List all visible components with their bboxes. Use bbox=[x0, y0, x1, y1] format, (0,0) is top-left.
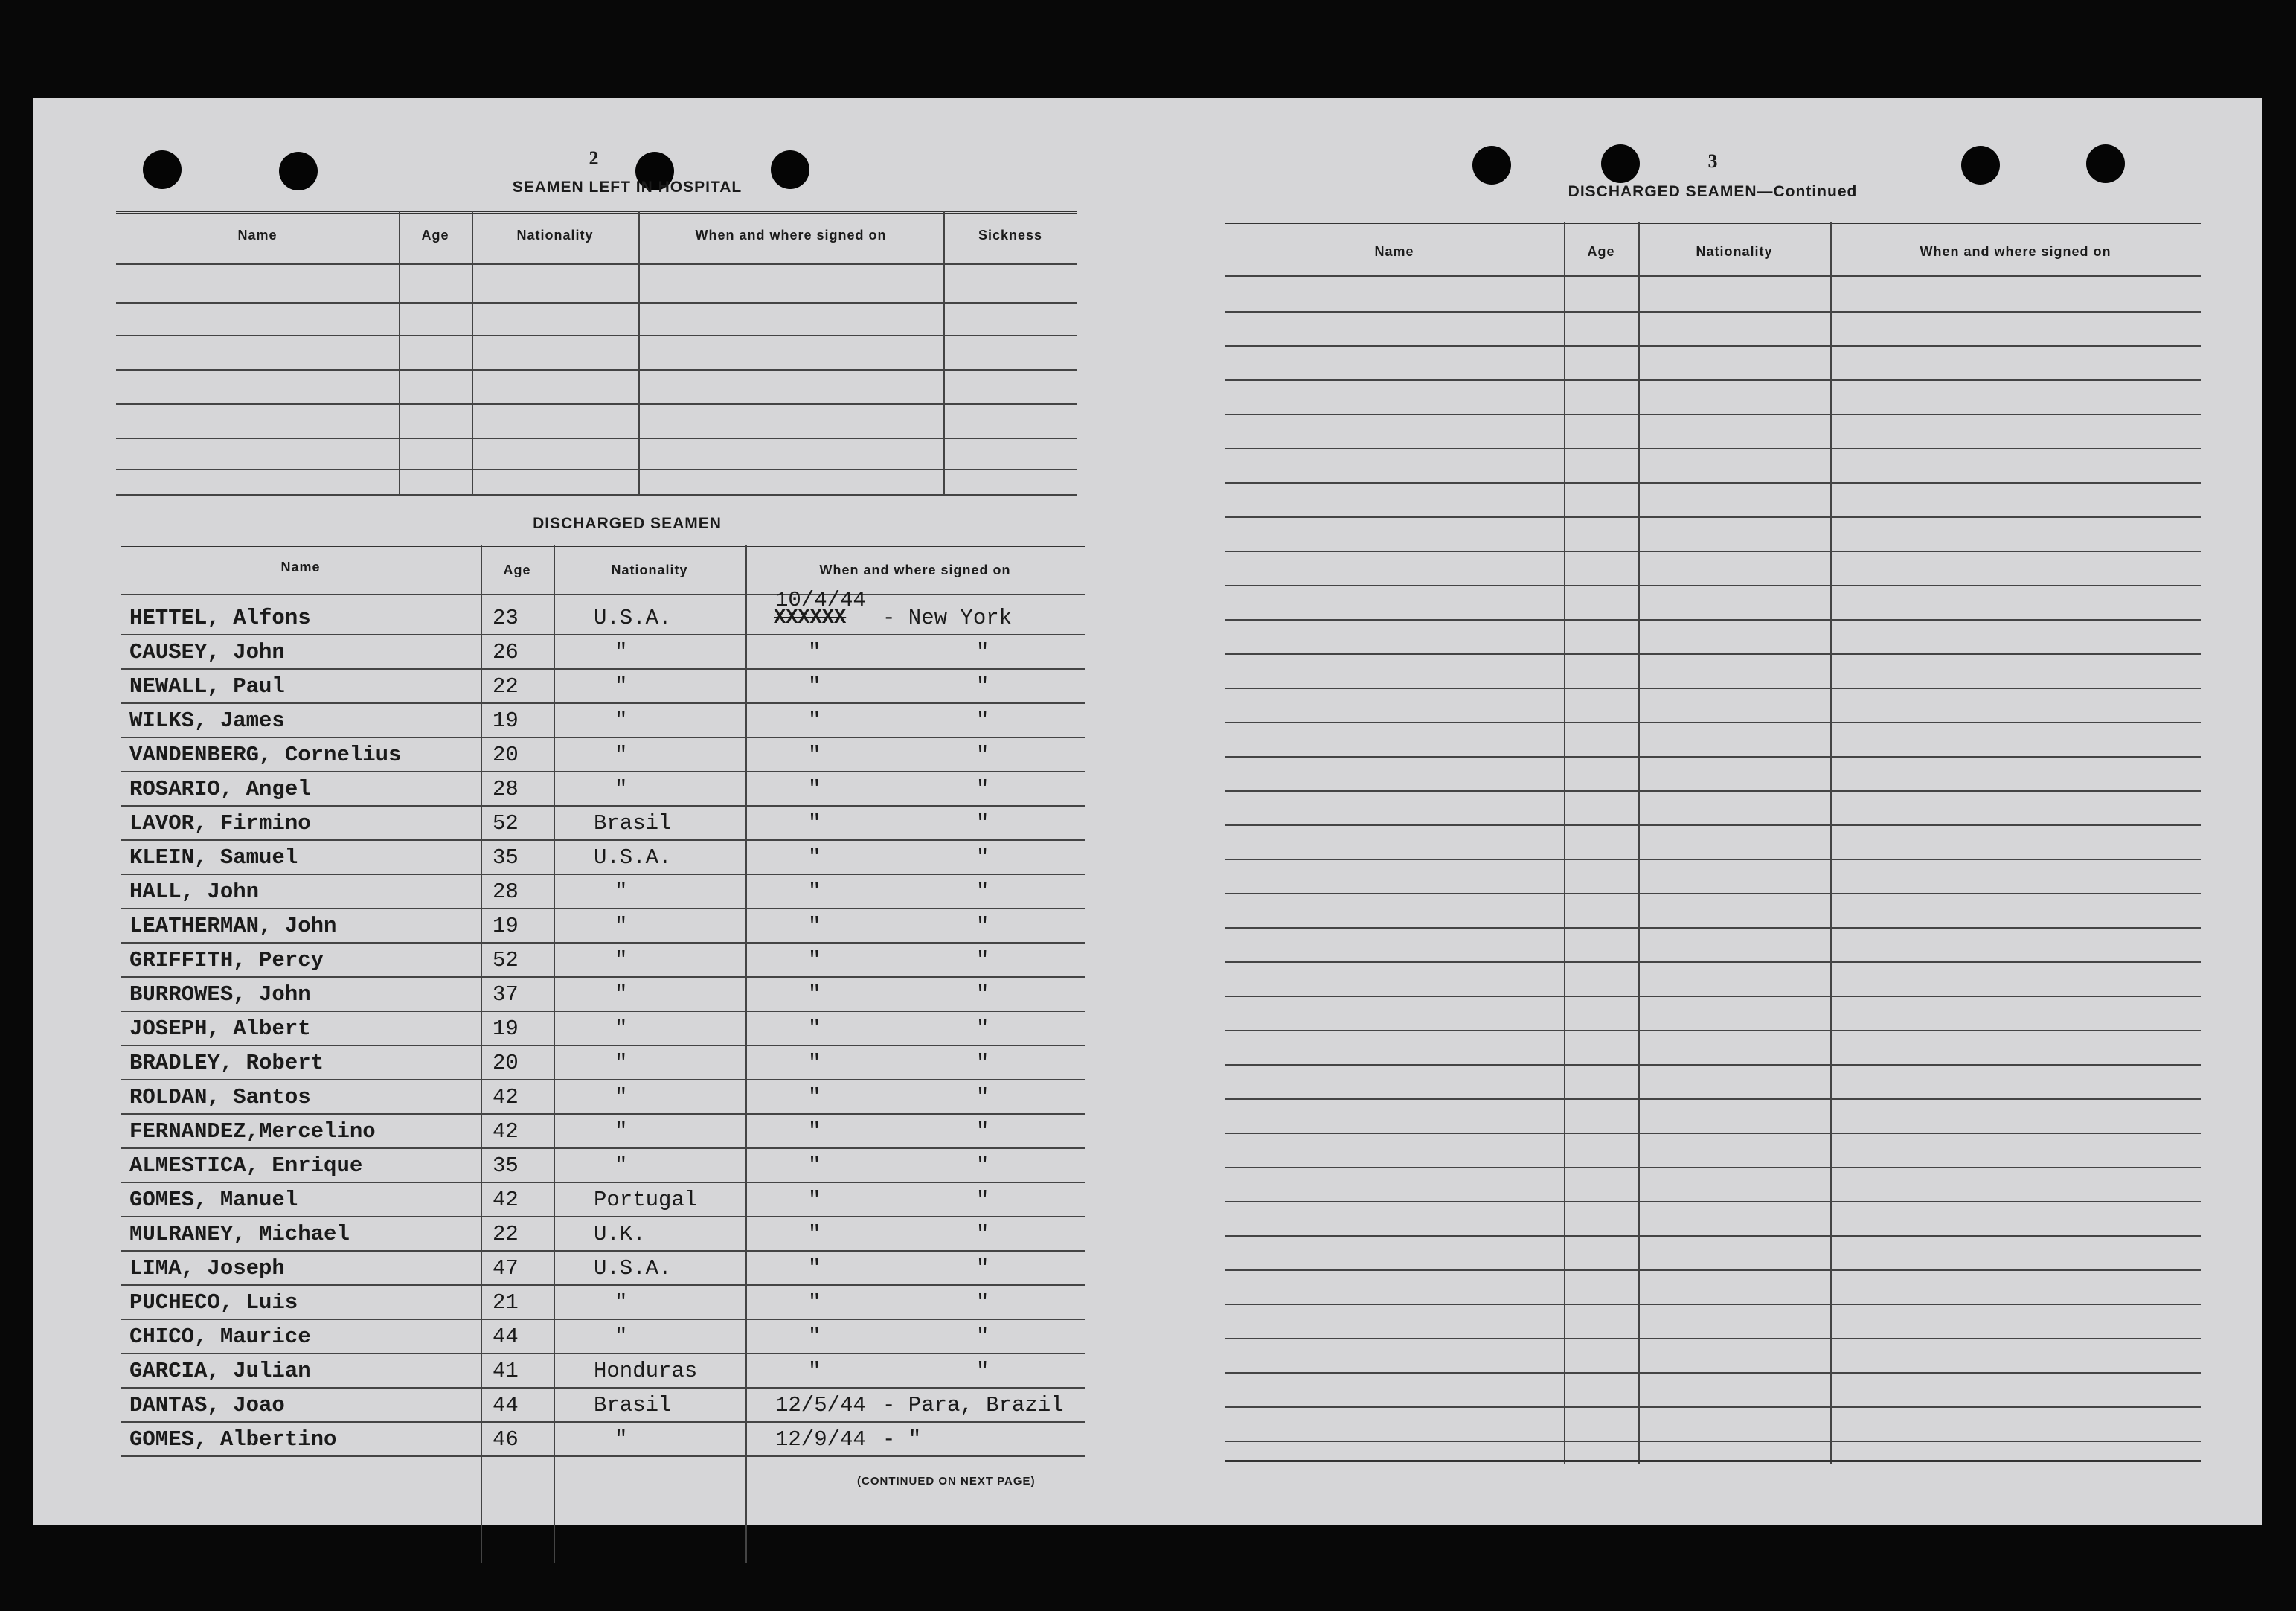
row-nationality: " bbox=[615, 1427, 628, 1452]
row-signed-date: " bbox=[808, 880, 821, 904]
column-header: Nationality bbox=[1696, 244, 1773, 259]
row-signed-place: " bbox=[976, 1016, 990, 1041]
row-nationality: " bbox=[615, 1051, 628, 1075]
row-signed-date: " bbox=[808, 708, 821, 733]
row-name: NEWALL, Paul bbox=[129, 674, 285, 699]
row-signed-place: " bbox=[976, 1256, 990, 1281]
row-name: PUCHECO, Luis bbox=[129, 1290, 298, 1315]
row-signed-place: - New York bbox=[882, 606, 1013, 630]
row-nationality: U.S.A. bbox=[594, 1256, 672, 1281]
row-signed-place: " bbox=[976, 1188, 990, 1212]
row-signed-date: " bbox=[808, 743, 821, 767]
row-name: ALMESTICA, Enrique bbox=[129, 1153, 363, 1178]
row-signed-place: - " bbox=[882, 1427, 922, 1452]
column-header: Age bbox=[503, 563, 531, 577]
row-signed-date: 10/4/44 bbox=[775, 588, 866, 612]
punch-hole bbox=[1601, 144, 1640, 183]
row-name: JOSEPH, Albert bbox=[129, 1016, 311, 1041]
row-signed-place: " bbox=[976, 1153, 990, 1178]
row-age: 22 bbox=[493, 674, 519, 699]
row-signed-date: 12/9/44 bbox=[775, 1427, 866, 1452]
row-signed-place: " bbox=[976, 1290, 990, 1315]
row-signed-date: " bbox=[808, 948, 821, 973]
row-signed-place: " bbox=[976, 811, 990, 836]
column-header: Name bbox=[280, 560, 321, 574]
row-signed-date: " bbox=[808, 1016, 821, 1041]
row-signed-place: " bbox=[976, 880, 990, 904]
row-name: ROSARIO, Angel bbox=[129, 777, 311, 801]
row-signed-place: " bbox=[976, 1085, 990, 1109]
row-nationality: " bbox=[615, 640, 628, 664]
row-nationality: " bbox=[615, 982, 628, 1007]
column-header: Name bbox=[237, 228, 278, 243]
row-name: LAVOR, Firmino bbox=[129, 811, 311, 836]
row-signed-place: - Para, Brazil bbox=[882, 1393, 1064, 1418]
row-signed-date: " bbox=[808, 811, 821, 836]
row-age: 52 bbox=[493, 811, 519, 836]
row-signed-place: " bbox=[976, 674, 990, 699]
row-signed-place: " bbox=[976, 1222, 990, 1246]
continued-note: (CONTINUED ON NEXT PAGE) bbox=[857, 1475, 1036, 1487]
punch-hole bbox=[143, 150, 182, 189]
row-name: GOMES, Manuel bbox=[129, 1188, 298, 1212]
page-number-left: 2 bbox=[589, 147, 599, 169]
row-name: HETTEL, Alfons bbox=[129, 606, 311, 630]
row-name: GOMES, Albertino bbox=[129, 1427, 337, 1452]
row-signed-place: " bbox=[976, 982, 990, 1007]
row-name: GARCIA, Julian bbox=[129, 1359, 311, 1383]
row-name: FERNANDEZ,Mercelino bbox=[129, 1119, 376, 1144]
crossed-out-date: XXXXXX bbox=[774, 607, 847, 630]
row-signed-date: " bbox=[808, 1051, 821, 1075]
row-name: GRIFFITH, Percy bbox=[129, 948, 324, 973]
row-signed-place: " bbox=[976, 640, 990, 664]
row-age: 19 bbox=[493, 1016, 519, 1041]
row-name: CHICO, Maurice bbox=[129, 1325, 311, 1349]
row-signed-place: " bbox=[976, 743, 990, 767]
row-signed-date: " bbox=[808, 845, 821, 870]
column-header: Age bbox=[1587, 244, 1615, 259]
row-signed-date: " bbox=[808, 1153, 821, 1178]
row-nationality: " bbox=[615, 914, 628, 938]
row-signed-date: " bbox=[808, 777, 821, 801]
row-age: 42 bbox=[493, 1085, 519, 1109]
row-name: VANDENBERG, Cornelius bbox=[129, 743, 402, 767]
column-header: When and where signed on bbox=[1920, 244, 2111, 259]
row-signed-place: " bbox=[976, 1325, 990, 1349]
row-signed-date: " bbox=[808, 1290, 821, 1315]
row-signed-date: " bbox=[808, 1188, 821, 1212]
row-nationality: " bbox=[615, 708, 628, 733]
punch-hole bbox=[2086, 144, 2125, 183]
row-age: 26 bbox=[493, 640, 519, 664]
row-age: 37 bbox=[493, 982, 519, 1007]
row-age: 23 bbox=[493, 606, 519, 630]
row-name: MULRANEY, Michael bbox=[129, 1222, 350, 1246]
row-signed-date: " bbox=[808, 1359, 821, 1383]
row-nationality: Honduras bbox=[594, 1359, 698, 1383]
page-number-right: 3 bbox=[1707, 150, 1718, 172]
row-signed-place: " bbox=[976, 1359, 990, 1383]
row-name: HALL, John bbox=[129, 880, 260, 904]
row-age: 28 bbox=[493, 880, 519, 904]
row-name: ROLDAN, Santos bbox=[129, 1085, 311, 1109]
row-age: 28 bbox=[493, 777, 519, 801]
row-nationality: Brasil bbox=[594, 811, 672, 836]
row-nationality: " bbox=[615, 1153, 628, 1178]
row-signed-date: " bbox=[808, 982, 821, 1007]
row-name: LEATHERMAN, John bbox=[129, 914, 337, 938]
row-signed-place: " bbox=[976, 914, 990, 938]
row-nationality: " bbox=[615, 1016, 628, 1041]
row-age: 42 bbox=[493, 1188, 519, 1212]
continued-table bbox=[1225, 222, 2201, 1464]
row-nationality: U.K. bbox=[594, 1222, 646, 1246]
row-age: 46 bbox=[493, 1427, 519, 1452]
row-age: 22 bbox=[493, 1222, 519, 1246]
column-header: Sickness bbox=[978, 228, 1043, 243]
row-name: WILKS, James bbox=[129, 708, 285, 733]
hospital-table bbox=[116, 211, 1077, 496]
row-age: 44 bbox=[493, 1393, 519, 1418]
row-signed-date: " bbox=[808, 674, 821, 699]
column-header: Name bbox=[1374, 244, 1414, 259]
row-signed-date: " bbox=[808, 914, 821, 938]
row-age: 47 bbox=[493, 1256, 519, 1281]
row-age: 35 bbox=[493, 1153, 519, 1178]
row-nationality: " bbox=[615, 1325, 628, 1349]
row-name: DANTAS, Joao bbox=[129, 1393, 285, 1418]
row-signed-place: " bbox=[976, 948, 990, 973]
row-nationality: " bbox=[615, 1085, 628, 1109]
hospital-title: SEAMEN LEFT IN HOSPITAL bbox=[512, 179, 743, 196]
punch-hole bbox=[1961, 146, 2000, 185]
row-signed-date: " bbox=[808, 1085, 821, 1109]
row-nationality: U.S.A. bbox=[594, 845, 672, 870]
row-signed-date: 12/5/44 bbox=[775, 1393, 866, 1418]
punch-hole bbox=[1472, 146, 1511, 185]
row-nationality: " bbox=[615, 674, 628, 699]
row-signed-place: " bbox=[976, 1119, 990, 1144]
column-header: Age bbox=[421, 228, 449, 243]
punch-hole bbox=[279, 152, 318, 190]
row-signed-date: " bbox=[808, 1325, 821, 1349]
row-nationality: " bbox=[615, 880, 628, 904]
document-sheet bbox=[33, 98, 2262, 1525]
column-header: Nationality bbox=[516, 228, 594, 243]
row-name: CAUSEY, John bbox=[129, 640, 285, 664]
row-age: 19 bbox=[493, 914, 519, 938]
row-nationality: " bbox=[615, 1119, 628, 1144]
row-signed-place: " bbox=[976, 777, 990, 801]
row-name: KLEIN, Samuel bbox=[129, 845, 298, 870]
row-nationality: " bbox=[615, 948, 628, 973]
row-name: BURROWES, John bbox=[129, 982, 311, 1007]
row-name: BRADLEY, Robert bbox=[129, 1051, 324, 1075]
row-signed-place: " bbox=[976, 1051, 990, 1075]
row-nationality: U.S.A. bbox=[594, 606, 672, 630]
row-age: 41 bbox=[493, 1359, 519, 1383]
column-header: Nationality bbox=[611, 563, 688, 577]
row-age: 42 bbox=[493, 1119, 519, 1144]
row-name: LIMA, Joseph bbox=[129, 1256, 285, 1281]
row-nationality: " bbox=[615, 1290, 628, 1315]
row-signed-date: " bbox=[808, 1222, 821, 1246]
column-header: When and where signed on bbox=[695, 228, 887, 243]
row-nationality: " bbox=[615, 777, 628, 801]
row-age: 20 bbox=[493, 743, 519, 767]
continued-title: DISCHARGED SEAMEN—Continued bbox=[1568, 183, 1858, 200]
row-age: 52 bbox=[493, 948, 519, 973]
row-signed-date: " bbox=[808, 1119, 821, 1144]
row-nationality: Brasil bbox=[594, 1393, 672, 1418]
row-nationality: " bbox=[615, 743, 628, 767]
row-signed-date: " bbox=[808, 640, 821, 664]
column-header: When and where signed on bbox=[819, 563, 1011, 577]
row-age: 20 bbox=[493, 1051, 519, 1075]
row-signed-date: " bbox=[808, 1256, 821, 1281]
row-age: 44 bbox=[493, 1325, 519, 1349]
row-signed-place: " bbox=[976, 708, 990, 733]
discharged-table bbox=[121, 545, 1085, 1563]
row-signed-place: " bbox=[976, 845, 990, 870]
row-nationality: Portugal bbox=[594, 1188, 698, 1212]
discharged-title: DISCHARGED SEAMEN bbox=[533, 515, 722, 532]
row-age: 35 bbox=[493, 845, 519, 870]
row-age: 19 bbox=[493, 708, 519, 733]
row-age: 21 bbox=[493, 1290, 519, 1315]
